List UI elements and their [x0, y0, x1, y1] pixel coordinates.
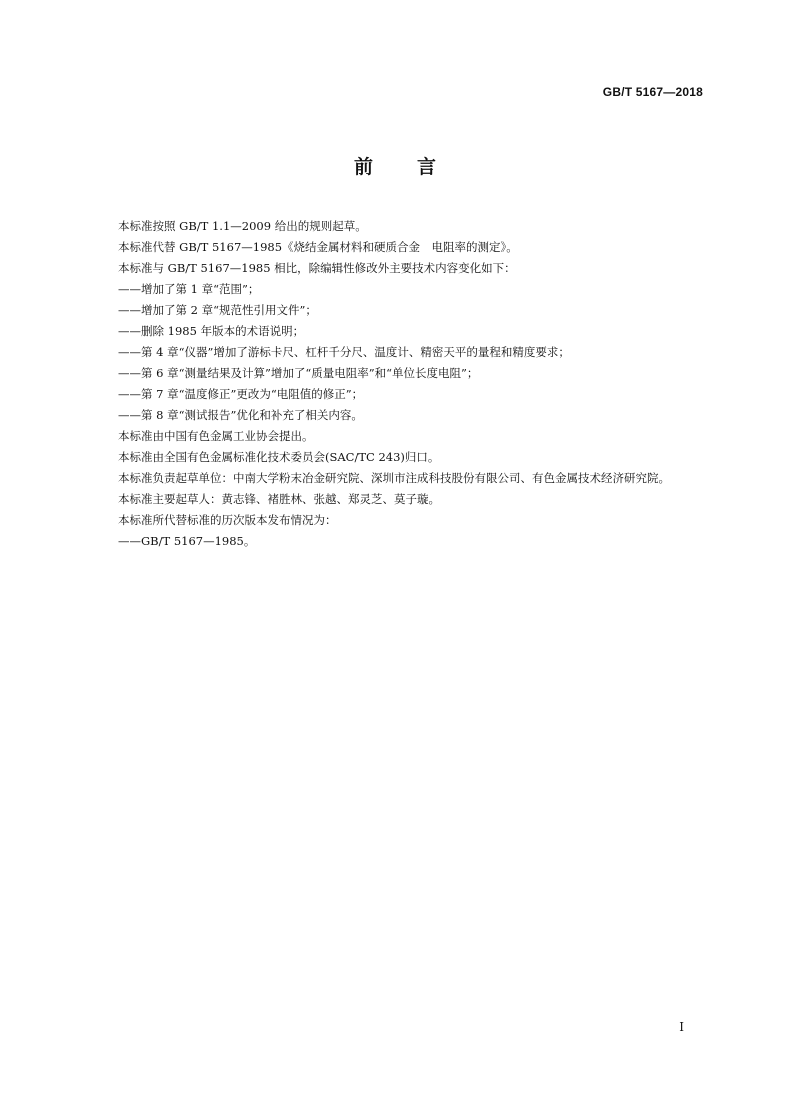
paragraph-replaces: 本标准代替 GB/T 5167—1985《烧结金属材料和硬质合金 电阻率的测定》。 [118, 240, 518, 254]
page-title [0, 152, 792, 179]
title-char-2: 言 [417, 156, 439, 178]
title-char-1: 前 [353, 156, 375, 178]
paragraph-drafting-units: 本标准负责起草单位：中南大学粉末冶金研究院、深圳市注成科技股份有限公司、有色金属技术经济研究院。 [118, 471, 670, 485]
standard-code: GB/T 5167—2018 [602, 85, 703, 99]
change-item: ——第 7 章“温度修正”更改为“电阻值的修正”； [118, 387, 364, 401]
paragraph-administered-by: 本标准由全国有色金属标准化技术委员会(SAC/TC 243)归口。 [118, 450, 440, 464]
change-item: ——第 4 章“仪器”增加了游标卡尺、杠杆千分尺、温度计、精密天平的量程和精度要求； [118, 345, 570, 359]
change-item: ——第 8 章“测试报告”优化和补充了相关内容。 [118, 408, 363, 422]
paragraph-drafters: 本标准主要起草人：黄志锋、褚胜林、张越、郑灵芝、莫子璇。 [118, 492, 440, 506]
paragraph-history-intro: 本标准所代替标准的历次版本发布情况为： [118, 513, 337, 527]
paragraph-changes-intro: 本标准与 GB/T 5167—1985 相比，除编辑性修改外主要技术内容变化如下： [118, 261, 516, 275]
history-item: ——GB/T 5167—1985。 [118, 534, 256, 548]
change-item: ——增加了第 1 章“范围”； [118, 282, 260, 296]
change-item: ——第 6 章“测量结果及计算”增加了“质量电阻率”和“单位长度电阻”； [118, 366, 479, 380]
change-item: ——增加了第 2 章“规范性引用文件”； [118, 303, 317, 317]
foreword-body [90, 216, 704, 552]
paragraph-drafting-rules: 本标准按照 GB/T 1.1—2009 给出的规则起草。 [118, 219, 367, 233]
paragraph-proposed-by: 本标准由中国有色金属工业协会提出。 [118, 429, 314, 443]
page-number: Ⅰ [679, 1020, 684, 1034]
change-item: ——删除 1985 年版本的术语说明； [118, 324, 305, 338]
